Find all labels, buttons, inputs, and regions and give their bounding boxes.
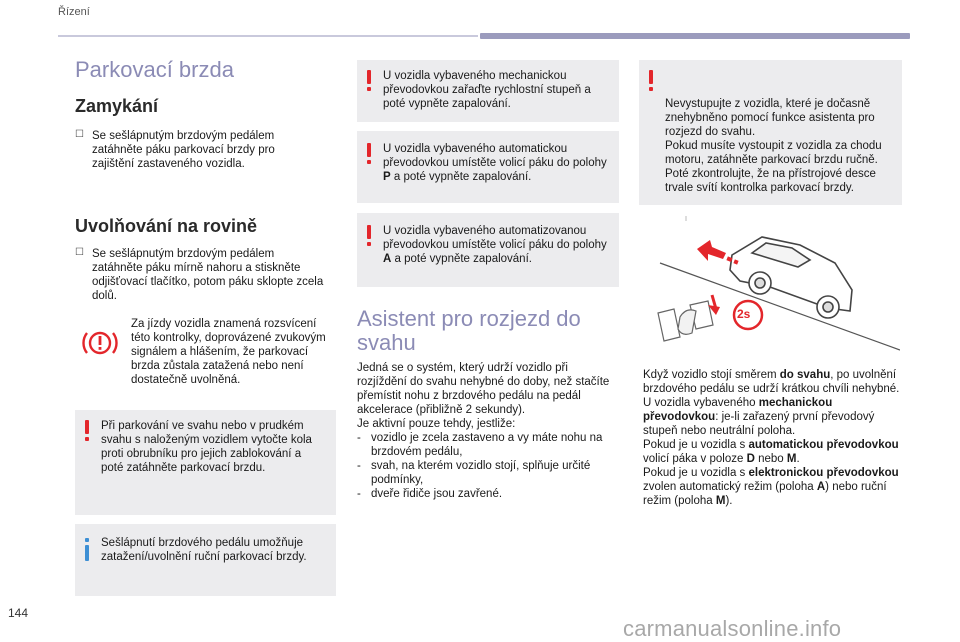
warning-icon: [366, 225, 372, 247]
warning-icon: [366, 70, 372, 92]
heading-locking: Zamykání: [75, 96, 159, 116]
list-item: ☐ Se sešlápnutým brzdovým pedálem zatáhněte páku mírně nahoru a stiskněte odjišťovací tlačítko, potom páku sklopte zcela dolů.: [75, 247, 325, 303]
auto-gearbox-warning-box: [357, 131, 619, 203]
uphill-body: Když vozidlo stojí směrem do svahu, po uvolnění brzdového pedálu se udrží krátkou chvíli nehybné. U vozidla vybaveného mechanickou převodovkou: je-li zařazený první převodový stupeň nebo neutrální poloha. Pokud je u vozidla s automatickou převodovkou volicí páka v poloze D nebo M. Pokud je u vozidla s elektronickou převodovkou zvolen automatický režim (poloha A) nebo ruční režim (poloha M).: [643, 369, 900, 507]
box-text: U vozidla vybaveného automatickou převodovkou umístěte volicí páku do polohy P a poté vypněte zapalování.: [383, 143, 607, 183]
hill-assist-body: Jedná se o systém, který udrží vozidlo při rozjíždění do svahu nehybné do doby, než stačíte přemístit nohu z brzdového pedálu na pedál akcelerace (přibližně 2 sekundy). Je aktivní pouze tehdy, jestliže: - vozidlo je zcela zastaveno a vy máte nohu na brzdovém pedálu, - svah, na kterém vozidlo stojí, splňuje určité podmínky, - dveře řidiče jsou zavřené.: [357, 361, 619, 501]
timer-badge: 2s: [737, 307, 751, 321]
page-title: Parkovací brzda: [75, 57, 234, 82]
info-icon: [84, 538, 90, 560]
section-header: Řízení: [58, 6, 90, 18]
locking-list: [75, 129, 315, 171]
header-divider: [58, 35, 478, 37]
warning-icon: [84, 420, 90, 442]
automated-gearbox-warning-box: [357, 213, 619, 287]
header-accent-bar: [480, 33, 910, 39]
brake-warning-lamp-icon: [80, 326, 120, 360]
list-item: ☐ Se sešlápnutým brzdovým pedálem zatáhněte páku parkovací brzdy pro zajištění zastaveného vozidla.: [75, 129, 315, 171]
list-item: - dveře řidiče jsou zavřené.: [357, 487, 619, 501]
page-number: 144: [8, 606, 29, 620]
release-list: [75, 247, 325, 303]
heading-release-flat: Uvolňování na rovině: [75, 216, 258, 236]
box-text: Nevystupujte z vozidla, které je dočasně znehybněno pomocí funkce asistenta pro rozjezd do svahu. Pokud musíte vystoupit z vozidla za chodu motoru, zatáhněte parkovací brzdu ručně. Poté zkontrolujte, že na přístrojové desce trvale svítí kontrolka parkovací brzdy.: [665, 98, 882, 194]
exit-vehicle-warning-box: [639, 60, 902, 205]
hill-start-illustration: [650, 215, 900, 355]
slope-parking-warning-box: [75, 410, 336, 515]
warning-icon: [366, 143, 372, 165]
manual-gearbox-warning-box: [357, 60, 619, 122]
hill-assist-title: Asistent pro rozjezd do svahu: [357, 306, 581, 355]
conditions-list: [357, 431, 619, 501]
box-text: Sešlápnutí brzdového pedálu umožňuje zatažení/uvolnění ruční parkovací brzdy.: [101, 537, 307, 563]
watermark: carmanualsonline.info: [623, 616, 842, 641]
box-text: Při parkování ve svahu nebo v prudkém svahu s naloženým vozidlem vytočte kola proti obrubníku pro jejich zablokování a poté zatáhněte parkovací brzdu.: [101, 420, 312, 474]
info-box: [75, 524, 336, 596]
list-item: - svah, na kterém vozidlo stojí, splňuje určité podmínky,: [357, 459, 619, 487]
list-item: - vozidlo je zcela zastaveno a vy máte nohu na brzdovém pedálu,: [357, 431, 619, 459]
warning-icon: [648, 70, 654, 92]
box-text: U vozidla vybaveného mechanickou převodovkou zařaďte rychlostní stupeň a poté vypněte zapalování.: [383, 70, 591, 110]
box-text: U vozidla vybaveného automatizovanou převodovkou umístěte volicí páku do polohy A a poté vypněte zapalování.: [383, 225, 607, 265]
lamp-warning-text: Za jízdy vozidla znamená rozsvícení této kontrolky, doprovázené zvukovým signálem a hlášením, že parkovací brzda zůstala zatažená nebo není dostatečně uvolněná.: [131, 318, 326, 386]
